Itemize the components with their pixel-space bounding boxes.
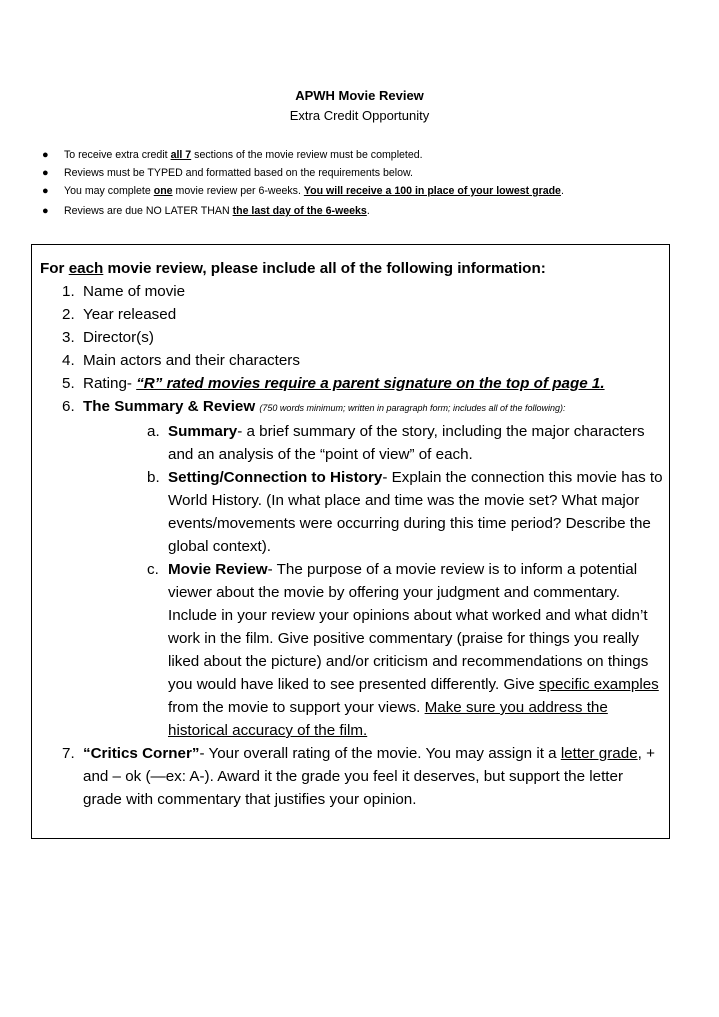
list-item: 2. Year released [62, 306, 177, 323]
bullet-icon: ● [42, 149, 49, 161]
list-item: ● To receive extra credit all 7 sections of the movie review must be completed. [42, 149, 423, 161]
bullet-icon: ● [42, 205, 49, 217]
requirements-list [36, 148, 686, 222]
list-item: ● Reviews are due NO LATER THAN the last day of the 6-weeks. [42, 205, 370, 217]
list-item: 1. Name of movie [62, 283, 186, 300]
instructions-box [31, 244, 670, 839]
list-item: 6. The Summary & Review (750 words minimum; written in paragraph form; includes all of the following): [62, 398, 566, 415]
page-title: APWH Movie Review [295, 88, 424, 103]
box-heading: For each movie review, please include all of the following information: [40, 260, 546, 277]
list-item: ● You may complete one movie review per 6-weeks. You will receive a 100 in place of your lowest grade. [42, 185, 564, 197]
sub-item-setting: b. Setting/Connection to History- Explain the connection this movie has to World History. (In what place and time was the movie set? What major events/movements were occurring during this time period? Describe the global context). [147, 469, 663, 555]
list-item: 4. Main actors and their characters [62, 352, 300, 369]
sub-item-summary: a. Summary- a brief summary of the story, including the major characters and an analysis of the “point of view” of each. [147, 423, 645, 463]
bullet-icon: ● [42, 185, 49, 197]
sub-item-review: c. Movie Review- The purpose of a movie review is to inform a potential viewer about the movie by offering your judgment and commentary. Include in your review your opinions about what worked and what didn’t work in the film. Give positive commentary (praise for things you really liked about the picture) and/or criticism and recommendations on things you would have liked to see presented differently. Give specific examples from the movie to support your views. Make sure you address the historical accuracy of the film. [147, 561, 659, 739]
list-item: ● Reviews must be TYPED and formatted based on the requirements below. [42, 167, 413, 179]
page-subtitle: Extra Credit Opportunity [289, 108, 430, 123]
list-item: 3. Director(s) [62, 329, 154, 346]
list-item: 5. Rating- “R” rated movies require a parent signature on the top of page 1. [62, 375, 605, 392]
list-item: 7. “Critics Corner”- Your overall rating of the movie. You may assign it a letter grade, + and – ok (—ex: A-). Award it the grade you feel it deserves, but support the letter grade with commentary that justifies your opinion. [62, 745, 655, 808]
bullet-icon: ● [42, 167, 49, 179]
